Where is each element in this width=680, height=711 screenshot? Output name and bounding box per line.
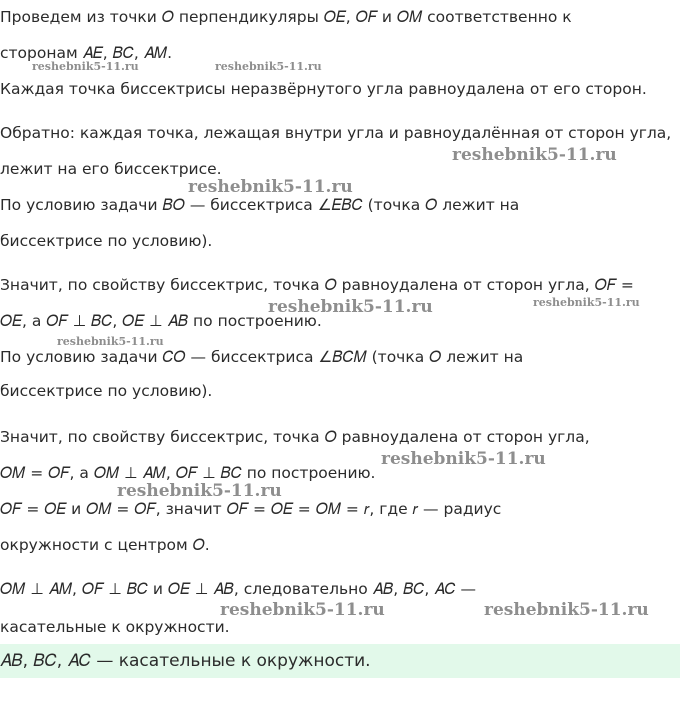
text-line: 𝑂𝐸, а 𝑂𝐹 ⊥ 𝐵𝐶, 𝑂𝐸 ⊥ 𝐴𝐵 по построению. [0,312,322,330]
text-line: Каждая точка биссектрисы неразвёрнутого угла равноудалена от его сторон. [0,80,647,98]
watermark: reshebnik5-11.ru [533,296,640,309]
answer-box [0,644,680,678]
text-line: лежит на его биссектрисе. [0,160,222,178]
watermark: reshebnik5-11.ru [381,449,546,469]
text-line: По условию задачи 𝐶𝑂 — биссектриса ∠𝐵𝐶𝑀 (точка 𝑂 лежит на [0,348,524,366]
watermark: reshebnik5-11.ru [220,600,385,620]
text-line: биссектрисе по условию). [0,232,213,250]
watermark: reshebnik5-11.ru [484,600,649,620]
watermark: reshebnik5-11.ru [117,481,282,501]
watermark: reshebnik5-11.ru [215,60,322,73]
text-line: окружности с центром 𝑂. [0,536,210,554]
watermark: reshebnik5-11.ru [268,297,433,317]
watermark: reshebnik5-11.ru [32,60,139,73]
text-line: По условию задачи 𝐵𝑂 — биссектриса ∠𝐸𝐵𝐶 (точка 𝑂 лежит на [0,196,520,214]
text-line: биссектрисе по условию). [0,382,213,400]
text-line: Значит, по свойству биссектрис, точка 𝑂 равноудалена от сторон угла, [0,428,590,446]
text-line: Обратно: каждая точка, лежащая внутри угла и равноудалённая от сторон угла, [0,124,672,142]
answer-text: 𝐴𝐵, 𝐵𝐶, 𝐴𝐶 — касательные к окружности. [0,651,371,671]
text-line: касательные к окружности. [0,618,230,636]
watermark: reshebnik5-11.ru [57,335,164,348]
text-line: Проведем из точки 𝑂 перпендикуляры 𝑂𝐸, 𝑂𝐹 и 𝑂𝑀 соответственно к [0,8,572,26]
text-line: Значит, по свойству биссектрис, точка 𝑂 равноудалена от сторон угла, 𝑂𝐹 = [0,276,634,294]
watermark: reshebnik5-11.ru [188,177,353,197]
watermark: reshebnik5-11.ru [452,145,617,165]
text-line: 𝑂𝑀 = 𝑂𝐹, а 𝑂𝑀 ⊥ 𝐴𝑀, 𝑂𝐹 ⊥ 𝐵𝐶 по построению. [0,464,376,482]
text-line: 𝑂𝑀 ⊥ 𝐴𝑀, 𝑂𝐹 ⊥ 𝐵𝐶 и 𝑂𝐸 ⊥ 𝐴𝐵, следовательно 𝐴𝐵, 𝐵𝐶, 𝐴𝐶 — [0,580,476,598]
text-line: 𝑂𝐹 = 𝑂𝐸 и 𝑂𝑀 = 𝑂𝐹, значит 𝑂𝐹 = 𝑂𝐸 = 𝑂𝑀 = 𝑟, где 𝑟 — радиус [0,500,502,518]
text-line: сторонам 𝐴𝐸, 𝐵𝐶, 𝐴𝑀. [0,44,173,62]
